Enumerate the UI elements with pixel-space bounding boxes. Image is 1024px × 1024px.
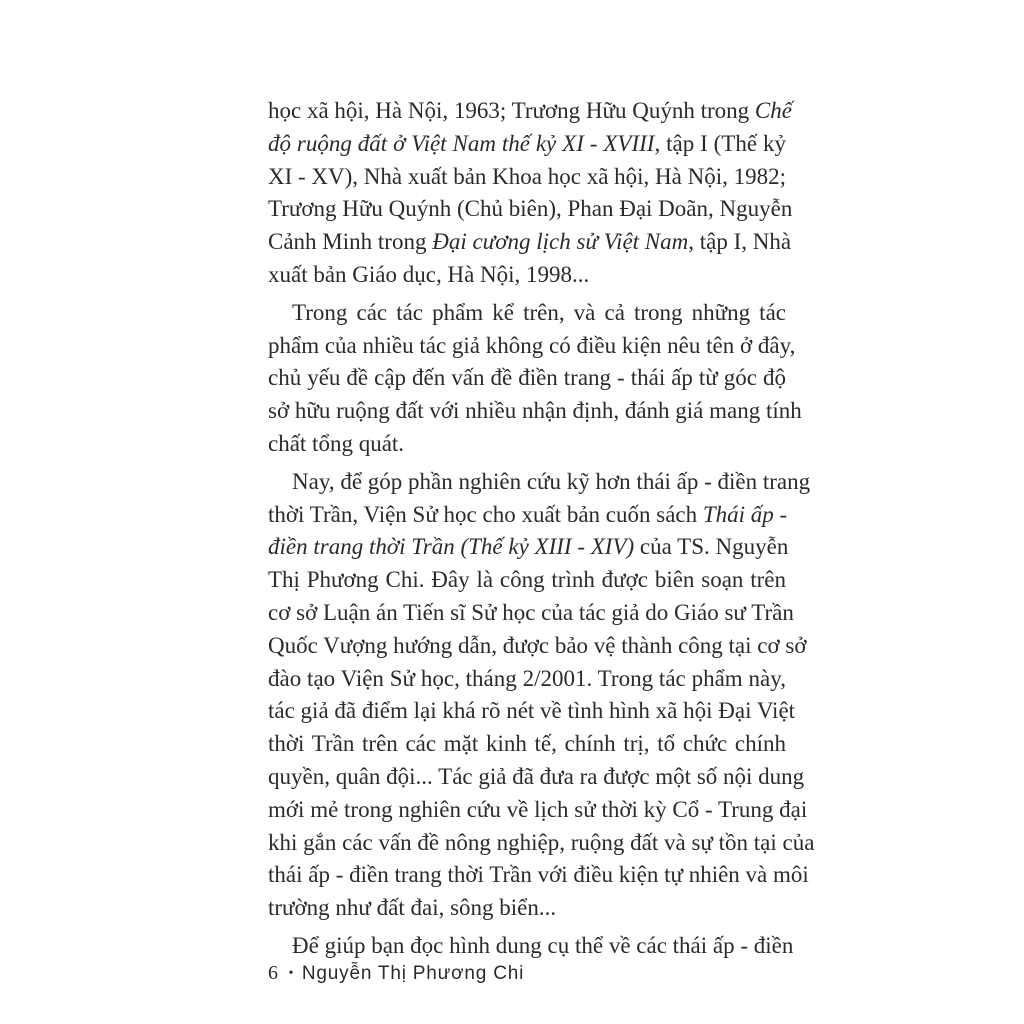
text-line <box>268 362 786 395</box>
text-line <box>268 827 815 860</box>
text-run: tác giả đã điểm lại khá rõ nét về tình hình xã hội Đại Việt <box>268 698 796 724</box>
text-line <box>268 597 794 630</box>
text-line <box>268 466 811 499</box>
text-line <box>268 428 786 461</box>
text-run: quyền, quân đội... Tác giả đã đưa ra được một số nội dung <box>268 763 805 789</box>
text-run: xuất bản Giáo dục, Hà Nội, 1998... <box>268 261 590 287</box>
text-line <box>268 564 786 597</box>
italic-title: điền trang thời Trần (Thế kỷ XIII - XIV) <box>268 534 635 560</box>
text-line <box>268 95 792 128</box>
text-run: sở hữu ruộng đất với nhiều nhận định, đánh giá mang tính <box>268 398 802 424</box>
text-line <box>268 297 786 330</box>
text-line <box>268 499 786 532</box>
italic-title: Thái ấp - <box>702 501 788 527</box>
text-run: cơ sở Luận án Tiến sĩ Sử học của tác giả do Giáo sư Trần <box>268 599 794 625</box>
text-run: XI - XV), Nhà xuất bản Khoa học xã hội, Hà Nội, 1982; <box>268 163 787 189</box>
text-run: mới mẻ trong nghiên cứu về lịch sử thời kỳ Cổ - Trung đại <box>268 796 808 822</box>
text-run: trường như đất đai, sông biển... <box>268 895 557 921</box>
text-line <box>268 330 796 363</box>
text-line <box>268 930 794 963</box>
text-run: chủ yếu đề cập đến vấn đề điền trang - thái ấp từ góc độ <box>268 365 786 391</box>
text-run: , tập I, Nhà <box>688 229 792 255</box>
page-number: 6 <box>268 962 279 984</box>
text-line <box>268 128 786 161</box>
text-line <box>268 728 786 761</box>
text-run: khi gắn các vấn đề nông nghiệp, ruộng đất và sự tồn tại của <box>268 829 815 855</box>
text-run: thời Trần, Viện Sử học cho xuất bản cuốn sách <box>268 501 703 527</box>
text-line <box>268 695 796 728</box>
footer-author: Nguyễn Thị Phương Chi <box>301 963 525 984</box>
text-run: của TS. Nguyễn <box>634 534 789 560</box>
text-line <box>268 663 786 696</box>
text-line <box>268 395 802 428</box>
text-run: Trong các tác phẩm kể trên, và cả trong những tác <box>292 299 786 325</box>
text-run: phẩm của nhiều tác giả không có điều kiện nêu tên ở đây, <box>268 332 796 358</box>
text-line <box>268 161 786 194</box>
text-run: thời Trần trên các mặt kinh tế, chính trị, tổ chức chính <box>268 731 786 757</box>
text-run: Quốc Vượng hướng dẫn, được bảo vệ thành công tại cơ sở <box>268 632 807 658</box>
text-line <box>268 259 786 292</box>
text-run: học xã hội, Hà Nội, 1963; Trương Hữu Quýnh trong <box>268 98 755 123</box>
text-line <box>268 630 807 663</box>
footer-bullet: • <box>288 966 294 981</box>
text-run: Để giúp bạn đọc hình dung cụ thể về các thái ấp - điền <box>292 932 794 958</box>
text-run: đào tạo Viện Sử học, tháng 2/2001. Trong tác phẩm này, <box>268 665 786 691</box>
text-line <box>268 794 808 827</box>
text-run: thái ấp - điền trang thời Trần với điều kiện tự nhiên và môi <box>268 862 809 888</box>
page-footer <box>268 962 524 985</box>
text-run: Cảnh Minh trong <box>268 229 433 255</box>
italic-title: độ ruộng đất ở Việt Nam thế kỷ XI - XVIII <box>268 130 655 156</box>
text-run: , tập I (Thế kỷ <box>654 130 786 156</box>
text-run: Nay, để góp phần nghiên cứu kỹ hơn thái ấp - điền trang <box>292 468 811 494</box>
text-run: Thị Phương Chi. Đây là công trình được biên soạn trên <box>268 567 786 593</box>
text-line <box>268 193 793 226</box>
text-line <box>268 761 805 794</box>
text-line <box>268 531 789 564</box>
text-line <box>268 892 786 925</box>
body-text <box>268 95 815 963</box>
text-line <box>268 226 792 259</box>
text-run: Trương Hữu Quýnh (Chủ biên), Phan Đại Doãn, Nguyễn <box>268 196 793 222</box>
italic-title: Đại cương lịch sử Việt Nam <box>432 229 689 255</box>
text-run: chất tổng quát. <box>268 430 405 456</box>
text-line <box>268 859 809 892</box>
italic-title: Chế <box>754 98 792 123</box>
